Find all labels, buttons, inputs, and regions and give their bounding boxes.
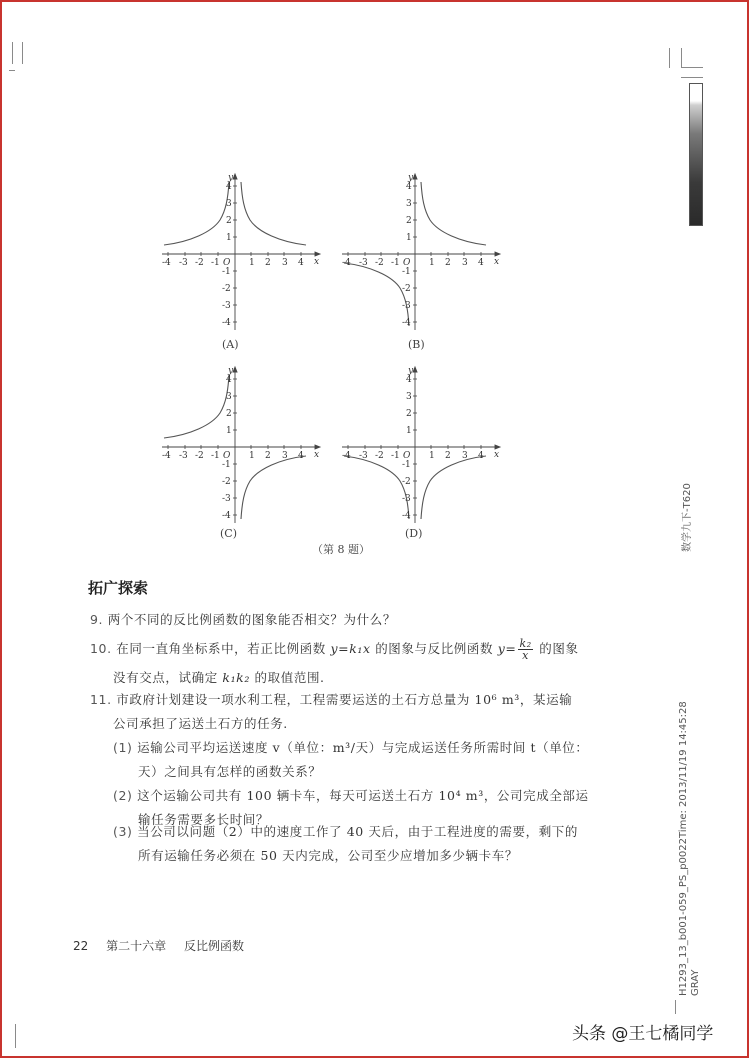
svg-text:2: 2 — [265, 451, 271, 461]
question-10-line-1 — [90, 638, 579, 661]
svg-text:O: O — [223, 451, 231, 461]
svg-text:2: 2 — [265, 258, 271, 268]
svg-text:4: 4 — [406, 375, 412, 385]
question-11-part-2 — [113, 786, 589, 804]
svg-text:O: O — [403, 451, 411, 461]
crop-mark-bottom-right — [675, 1000, 676, 1014]
question-text: 没有交点，试确定 — [113, 670, 218, 685]
watermark: 头条 @王七橘同学 — [572, 1024, 714, 1044]
question-text: 天）之间具有怎样的函数关系？ — [138, 764, 322, 779]
question-text: 这个运输公司共有 100 辆卡车，每天可运送土石方 10⁴ m³，公司完成全部运 — [137, 788, 589, 803]
svg-text:-2: -2 — [375, 258, 384, 268]
svg-text:2: 2 — [406, 216, 412, 226]
fraction-numerator: k₂ — [519, 637, 532, 650]
graph-d — [330, 363, 510, 553]
svg-text:-1: -1 — [211, 451, 220, 461]
question-10-line-2 — [113, 668, 325, 686]
svg-text:-1: -1 — [211, 258, 220, 268]
svg-text:x: x — [494, 450, 500, 460]
svg-text:x: x — [314, 257, 320, 267]
svg-text:4: 4 — [478, 258, 484, 268]
graph-c — [150, 363, 330, 553]
svg-text:-3: -3 — [402, 301, 411, 311]
graph-d-label: (D) — [405, 527, 423, 540]
graph-c-plot — [150, 363, 330, 553]
crop-mark-top-right — [681, 48, 682, 68]
svg-text:-3: -3 — [222, 301, 231, 311]
svg-text:-1: -1 — [402, 460, 411, 470]
svg-text:4: 4 — [226, 182, 232, 192]
svg-text:-4: -4 — [402, 511, 411, 521]
svg-text:3: 3 — [462, 258, 468, 268]
crop-mark-top-right — [681, 77, 703, 78]
question-text: 市政府计划建设一项水利工程，工程需要运送的土石方总量为 10⁶ m³，某运输 — [116, 692, 573, 707]
svg-text:4: 4 — [478, 451, 484, 461]
equation-inverse-lhs: y= — [497, 641, 517, 656]
svg-text:3: 3 — [462, 451, 468, 461]
sub-question-number: (1) — [113, 740, 133, 755]
fraction-denominator: x — [522, 649, 529, 662]
svg-text:-4: -4 — [222, 511, 231, 521]
question-9 — [90, 610, 396, 628]
margin-print-info: H1293_13_b001-059_PS_p0022Time: 2013/11/19 14:45:28 — [678, 701, 689, 996]
svg-text:-1: -1 — [391, 451, 400, 461]
svg-text:-4: -4 — [342, 451, 351, 461]
svg-text:x: x — [494, 257, 500, 267]
graph-b-label: (B) — [408, 338, 425, 351]
crop-mark-top-left — [22, 42, 23, 64]
page-number: 22 — [73, 939, 89, 953]
chapter-number: 第二十六章 — [106, 939, 167, 953]
svg-text:3: 3 — [406, 392, 412, 402]
svg-text:y: y — [408, 173, 414, 183]
svg-text:-2: -2 — [195, 258, 204, 268]
svg-text:-1: -1 — [402, 267, 411, 277]
svg-text:-2: -2 — [402, 284, 411, 294]
question-11-part-3-cont — [138, 846, 518, 864]
crop-mark-top-right — [681, 67, 703, 68]
svg-text:3: 3 — [282, 451, 288, 461]
svg-text:1: 1 — [406, 426, 412, 436]
equation-product: k₁k₂ — [222, 670, 250, 685]
svg-text:-3: -3 — [359, 258, 368, 268]
svg-text:-3: -3 — [179, 258, 188, 268]
svg-text:-1: -1 — [222, 267, 231, 277]
crop-mark-top-left — [12, 42, 13, 64]
svg-text:-2: -2 — [375, 451, 384, 461]
svg-text:2: 2 — [226, 409, 232, 419]
chapter-title: 反比例函数 — [183, 939, 244, 953]
svg-text:2: 2 — [226, 216, 232, 226]
svg-text:-4: -4 — [402, 318, 411, 328]
svg-text:-2: -2 — [402, 477, 411, 487]
svg-text:2: 2 — [445, 258, 451, 268]
svg-text:y: y — [228, 366, 234, 376]
svg-text:-4: -4 — [222, 318, 231, 328]
graph-a-plot — [150, 170, 330, 360]
svg-text:3: 3 — [406, 199, 412, 209]
question-11-part-1 — [113, 738, 589, 756]
figure-caption: （第 8 题） — [312, 543, 370, 556]
svg-text:3: 3 — [226, 199, 232, 209]
svg-text:-2: -2 — [222, 477, 231, 487]
svg-text:4: 4 — [406, 182, 412, 192]
question-text: 的图象 — [539, 641, 579, 656]
svg-text:O: O — [403, 258, 411, 268]
graph-b — [330, 170, 510, 360]
svg-text:-1: -1 — [222, 460, 231, 470]
svg-text:1: 1 — [249, 451, 255, 461]
svg-text:x: x — [314, 450, 320, 460]
sub-question-number: (3) — [113, 824, 133, 839]
graph-b-plot — [330, 170, 510, 360]
question-text: 公司承担了运送土石方的任务. — [113, 716, 288, 731]
svg-text:-3: -3 — [359, 451, 368, 461]
svg-text:2: 2 — [445, 451, 451, 461]
question-11-part-1-cont — [138, 762, 321, 780]
svg-text:-4: -4 — [162, 451, 171, 461]
svg-text:-2: -2 — [195, 451, 204, 461]
svg-text:-3: -3 — [179, 451, 188, 461]
question-number: 10. — [90, 641, 112, 656]
crop-mark-top-right — [669, 48, 670, 68]
svg-text:y: y — [228, 173, 234, 183]
sub-question-number: (2) — [113, 788, 133, 803]
question-text: 所有运输任务必须在 50 天内完成，公司至少应增加多少辆卡车？ — [138, 848, 518, 863]
graph-a — [150, 170, 330, 360]
question-text: 的图象与反比例函数 — [375, 641, 494, 656]
svg-text:-1: -1 — [391, 258, 400, 268]
svg-text:1: 1 — [226, 233, 232, 243]
section-title: 拓广探索 — [88, 579, 149, 597]
svg-text:3: 3 — [226, 392, 232, 402]
svg-text:-4: -4 — [342, 258, 351, 268]
question-text: 两个不同的反比例函数的图象能否相交？为什么？ — [107, 612, 396, 627]
svg-text:-4: -4 — [162, 258, 171, 268]
svg-text:-3: -3 — [222, 494, 231, 504]
equation-inverse-fraction — [518, 638, 532, 661]
svg-text:O: O — [223, 258, 231, 268]
question-text: 输任务需要多长时间？ — [138, 812, 270, 827]
question-11-line-1 — [90, 690, 572, 708]
svg-text:1: 1 — [406, 233, 412, 243]
question-text: 运输公司平均运送速度 v（单位：m³/天）与完成运送任务所需时间 t（单位： — [137, 740, 589, 755]
equation-linear: y=k₁x — [330, 641, 371, 656]
margin-book-code: 数学九下-T620 — [682, 483, 693, 552]
svg-text:-2: -2 — [222, 284, 231, 294]
question-number: 9. — [90, 612, 104, 627]
svg-text:-3: -3 — [402, 494, 411, 504]
question-text: 当公司以问题（2）中的速度工作了 40 天后，由于工程进度的需要，剩下的 — [137, 824, 579, 839]
question-11-line-2 — [113, 714, 288, 732]
svg-text:1: 1 — [249, 258, 255, 268]
page-footer — [73, 937, 244, 954]
svg-text:1: 1 — [429, 451, 435, 461]
svg-text:4: 4 — [298, 258, 304, 268]
svg-text:3: 3 — [282, 258, 288, 268]
svg-text:4: 4 — [298, 451, 304, 461]
svg-text:1: 1 — [429, 258, 435, 268]
svg-text:4: 4 — [226, 375, 232, 385]
svg-text:y: y — [408, 366, 414, 376]
svg-text:1: 1 — [226, 426, 232, 436]
margin-color-mode: GRAY — [690, 969, 701, 996]
crop-mark-bottom-left — [15, 1024, 16, 1048]
crop-mark-top-left — [9, 70, 15, 71]
graph-c-label: (C) — [220, 527, 237, 540]
question-11-part-3 — [113, 822, 578, 840]
question-text: 在同一直角坐标系中，若正比例函数 — [116, 641, 326, 656]
svg-text:2: 2 — [406, 409, 412, 419]
graph-d-plot — [330, 363, 510, 553]
question-text: 的取值范围. — [254, 670, 325, 685]
question-number: 11. — [90, 692, 112, 707]
graph-a-label: (A) — [222, 338, 239, 351]
grayscale-calibration-bar — [689, 83, 703, 226]
